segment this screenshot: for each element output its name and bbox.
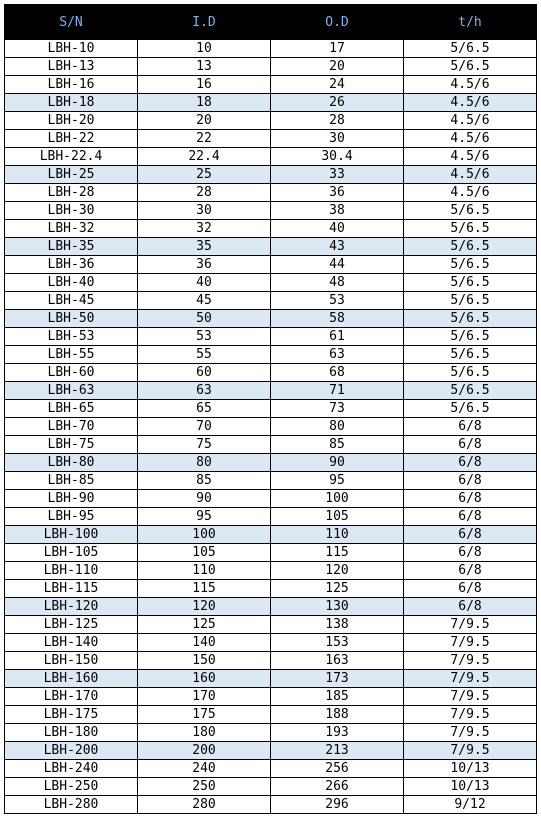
table-row — [5, 598, 537, 616]
cell-sn: LBH-160 — [5, 670, 138, 688]
cell-od: 185 — [271, 688, 404, 706]
cell-od: 138 — [271, 616, 404, 634]
cell-sn: LBH-10 — [5, 40, 138, 58]
table-row — [5, 58, 537, 76]
cell-sn: LBH-240 — [5, 760, 138, 778]
cell-od: 20 — [271, 58, 404, 76]
cell-id: 28 — [138, 184, 271, 202]
cell-od: 61 — [271, 328, 404, 346]
table-row — [5, 652, 537, 670]
cell-id: 30 — [138, 202, 271, 220]
table-row — [5, 490, 537, 508]
cell-th: 7/9.5 — [404, 706, 537, 724]
cell-od: 85 — [271, 436, 404, 454]
cell-th: 4.5/6 — [404, 130, 537, 148]
cell-th: 9/12 — [404, 796, 537, 814]
cell-th: 6/8 — [404, 544, 537, 562]
cell-id: 200 — [138, 742, 271, 760]
cell-od: 38 — [271, 202, 404, 220]
cell-sn: LBH-35 — [5, 238, 138, 256]
cell-sn: LBH-22.4 — [5, 148, 138, 166]
cell-th: 7/9.5 — [404, 616, 537, 634]
table-row — [5, 382, 537, 400]
cell-od: 120 — [271, 562, 404, 580]
cell-od: 105 — [271, 508, 404, 526]
cell-od: 100 — [271, 490, 404, 508]
cell-th: 7/9.5 — [404, 724, 537, 742]
cell-id: 25 — [138, 166, 271, 184]
cell-id: 75 — [138, 436, 271, 454]
cell-th: 6/8 — [404, 454, 537, 472]
cell-th: 6/8 — [404, 508, 537, 526]
table-row — [5, 94, 537, 112]
cell-id: 22.4 — [138, 148, 271, 166]
cell-th: 6/8 — [404, 418, 537, 436]
cell-id: 36 — [138, 256, 271, 274]
table-row — [5, 454, 537, 472]
cell-th: 10/13 — [404, 778, 537, 796]
cell-id: 60 — [138, 364, 271, 382]
table-row — [5, 184, 537, 202]
table-row — [5, 778, 537, 796]
cell-od: 63 — [271, 346, 404, 364]
cell-sn: LBH-150 — [5, 652, 138, 670]
table-row — [5, 166, 537, 184]
cell-od: 43 — [271, 238, 404, 256]
cell-th: 5/6.5 — [404, 202, 537, 220]
table-body — [5, 40, 537, 814]
cell-od: 110 — [271, 526, 404, 544]
cell-od: 26 — [271, 94, 404, 112]
cell-th: 6/8 — [404, 472, 537, 490]
cell-sn: LBH-280 — [5, 796, 138, 814]
cell-id: 95 — [138, 508, 271, 526]
cell-id: 65 — [138, 400, 271, 418]
cell-od: 125 — [271, 580, 404, 598]
header-sn: S/N — [5, 5, 138, 40]
cell-id: 45 — [138, 292, 271, 310]
cell-id: 55 — [138, 346, 271, 364]
cell-id: 140 — [138, 634, 271, 652]
cell-id: 40 — [138, 274, 271, 292]
table-row — [5, 220, 537, 238]
cell-od: 33 — [271, 166, 404, 184]
table-row — [5, 634, 537, 652]
cell-id: 18 — [138, 94, 271, 112]
cell-od: 73 — [271, 400, 404, 418]
cell-id: 115 — [138, 580, 271, 598]
cell-th: 6/8 — [404, 490, 537, 508]
header-row — [5, 5, 537, 40]
cell-od: 44 — [271, 256, 404, 274]
cell-id: 110 — [138, 562, 271, 580]
cell-sn: LBH-22 — [5, 130, 138, 148]
table-row — [5, 472, 537, 490]
cell-sn: LBH-60 — [5, 364, 138, 382]
cell-od: 58 — [271, 310, 404, 328]
cell-id: 180 — [138, 724, 271, 742]
cell-th: 10/13 — [404, 760, 537, 778]
cell-od: 48 — [271, 274, 404, 292]
cell-od: 173 — [271, 670, 404, 688]
cell-od: 153 — [271, 634, 404, 652]
cell-id: 63 — [138, 382, 271, 400]
table-row — [5, 508, 537, 526]
header-od: O.D — [271, 5, 404, 40]
table-row — [5, 310, 537, 328]
cell-sn: LBH-18 — [5, 94, 138, 112]
table-row — [5, 40, 537, 58]
cell-od: 30.4 — [271, 148, 404, 166]
cell-id: 120 — [138, 598, 271, 616]
cell-th: 5/6.5 — [404, 40, 537, 58]
cell-sn: LBH-55 — [5, 346, 138, 364]
table-row — [5, 274, 537, 292]
cell-sn: LBH-170 — [5, 688, 138, 706]
cell-sn: LBH-53 — [5, 328, 138, 346]
cell-od: 188 — [271, 706, 404, 724]
cell-od: 256 — [271, 760, 404, 778]
cell-od: 213 — [271, 742, 404, 760]
table-row — [5, 724, 537, 742]
cell-sn: LBH-175 — [5, 706, 138, 724]
cell-sn: LBH-80 — [5, 454, 138, 472]
cell-sn: LBH-30 — [5, 202, 138, 220]
cell-th: 5/6.5 — [404, 238, 537, 256]
cell-sn: LBH-100 — [5, 526, 138, 544]
cell-id: 160 — [138, 670, 271, 688]
cell-th: 4.5/6 — [404, 94, 537, 112]
cell-id: 100 — [138, 526, 271, 544]
cell-id: 125 — [138, 616, 271, 634]
cell-th: 5/6.5 — [404, 364, 537, 382]
cell-th: 4.5/6 — [404, 184, 537, 202]
cell-od: 163 — [271, 652, 404, 670]
cell-od: 266 — [271, 778, 404, 796]
cell-od: 24 — [271, 76, 404, 94]
cell-th: 5/6.5 — [404, 220, 537, 238]
cell-sn: LBH-32 — [5, 220, 138, 238]
cell-th: 7/9.5 — [404, 742, 537, 760]
cell-od: 36 — [271, 184, 404, 202]
cell-id: 90 — [138, 490, 271, 508]
cell-id: 35 — [138, 238, 271, 256]
cell-od: 95 — [271, 472, 404, 490]
cell-sn: LBH-250 — [5, 778, 138, 796]
seal-size-table — [4, 4, 537, 814]
cell-id: 105 — [138, 544, 271, 562]
cell-id: 10 — [138, 40, 271, 58]
cell-sn: LBH-200 — [5, 742, 138, 760]
cell-th: 4.5/6 — [404, 76, 537, 94]
cell-od: 68 — [271, 364, 404, 382]
cell-sn: LBH-90 — [5, 490, 138, 508]
cell-th: 5/6.5 — [404, 310, 537, 328]
cell-th: 6/8 — [404, 580, 537, 598]
cell-sn: LBH-180 — [5, 724, 138, 742]
cell-od: 80 — [271, 418, 404, 436]
cell-id: 280 — [138, 796, 271, 814]
table-row — [5, 670, 537, 688]
cell-th: 7/9.5 — [404, 670, 537, 688]
cell-sn: LBH-115 — [5, 580, 138, 598]
cell-od: 53 — [271, 292, 404, 310]
table-row — [5, 130, 537, 148]
table-row — [5, 256, 537, 274]
cell-th: 5/6.5 — [404, 292, 537, 310]
cell-th: 6/8 — [404, 526, 537, 544]
table-row — [5, 580, 537, 598]
cell-id: 32 — [138, 220, 271, 238]
cell-sn: LBH-140 — [5, 634, 138, 652]
cell-sn: LBH-105 — [5, 544, 138, 562]
cell-sn: LBH-65 — [5, 400, 138, 418]
table-row — [5, 796, 537, 814]
cell-th: 6/8 — [404, 562, 537, 580]
cell-th: 5/6.5 — [404, 346, 537, 364]
cell-sn: LBH-85 — [5, 472, 138, 490]
cell-od: 40 — [271, 220, 404, 238]
cell-id: 175 — [138, 706, 271, 724]
cell-th: 6/8 — [404, 598, 537, 616]
cell-sn: LBH-45 — [5, 292, 138, 310]
cell-sn: LBH-63 — [5, 382, 138, 400]
cell-th: 5/6.5 — [404, 274, 537, 292]
cell-sn: LBH-50 — [5, 310, 138, 328]
table-row — [5, 76, 537, 94]
cell-th: 7/9.5 — [404, 634, 537, 652]
cell-th: 7/9.5 — [404, 688, 537, 706]
table-header — [5, 5, 537, 40]
cell-th: 5/6.5 — [404, 328, 537, 346]
cell-od: 17 — [271, 40, 404, 58]
table-row — [5, 616, 537, 634]
cell-id: 250 — [138, 778, 271, 796]
cell-id: 22 — [138, 130, 271, 148]
table-row — [5, 400, 537, 418]
table-row — [5, 742, 537, 760]
table-row — [5, 346, 537, 364]
cell-th: 5/6.5 — [404, 256, 537, 274]
cell-id: 170 — [138, 688, 271, 706]
cell-sn: LBH-120 — [5, 598, 138, 616]
cell-sn: LBH-75 — [5, 436, 138, 454]
cell-th: 4.5/6 — [404, 166, 537, 184]
cell-th: 7/9.5 — [404, 652, 537, 670]
table-row — [5, 328, 537, 346]
cell-sn: LBH-95 — [5, 508, 138, 526]
table-row — [5, 562, 537, 580]
cell-id: 53 — [138, 328, 271, 346]
cell-sn: LBH-20 — [5, 112, 138, 130]
header-th: t/h — [404, 5, 537, 40]
table-row — [5, 418, 537, 436]
cell-id: 16 — [138, 76, 271, 94]
cell-th: 5/6.5 — [404, 58, 537, 76]
cell-id: 85 — [138, 472, 271, 490]
cell-sn: LBH-125 — [5, 616, 138, 634]
cell-od: 90 — [271, 454, 404, 472]
cell-od: 115 — [271, 544, 404, 562]
cell-th: 6/8 — [404, 436, 537, 454]
cell-th: 5/6.5 — [404, 400, 537, 418]
cell-id: 80 — [138, 454, 271, 472]
cell-sn: LBH-13 — [5, 58, 138, 76]
table-row — [5, 526, 537, 544]
cell-od: 71 — [271, 382, 404, 400]
cell-sn: LBH-28 — [5, 184, 138, 202]
cell-sn: LBH-40 — [5, 274, 138, 292]
cell-th: 5/6.5 — [404, 382, 537, 400]
cell-sn: LBH-36 — [5, 256, 138, 274]
table-row — [5, 688, 537, 706]
table-row — [5, 148, 537, 166]
cell-id: 240 — [138, 760, 271, 778]
table-row — [5, 112, 537, 130]
cell-od: 296 — [271, 796, 404, 814]
cell-od: 30 — [271, 130, 404, 148]
table-row — [5, 436, 537, 454]
cell-th: 4.5/6 — [404, 112, 537, 130]
cell-sn: LBH-16 — [5, 76, 138, 94]
cell-id: 13 — [138, 58, 271, 76]
cell-id: 20 — [138, 112, 271, 130]
table-row — [5, 544, 537, 562]
cell-od: 28 — [271, 112, 404, 130]
table-row — [5, 292, 537, 310]
header-id: I.D — [138, 5, 271, 40]
cell-id: 70 — [138, 418, 271, 436]
table-row — [5, 364, 537, 382]
table-row — [5, 706, 537, 724]
cell-od: 130 — [271, 598, 404, 616]
cell-sn: LBH-25 — [5, 166, 138, 184]
table-row — [5, 760, 537, 778]
cell-th: 4.5/6 — [404, 148, 537, 166]
cell-sn: LBH-70 — [5, 418, 138, 436]
cell-sn: LBH-110 — [5, 562, 138, 580]
table-row — [5, 202, 537, 220]
cell-id: 50 — [138, 310, 271, 328]
table-row — [5, 238, 537, 256]
spec-table-container — [4, 4, 537, 814]
cell-od: 193 — [271, 724, 404, 742]
cell-id: 150 — [138, 652, 271, 670]
